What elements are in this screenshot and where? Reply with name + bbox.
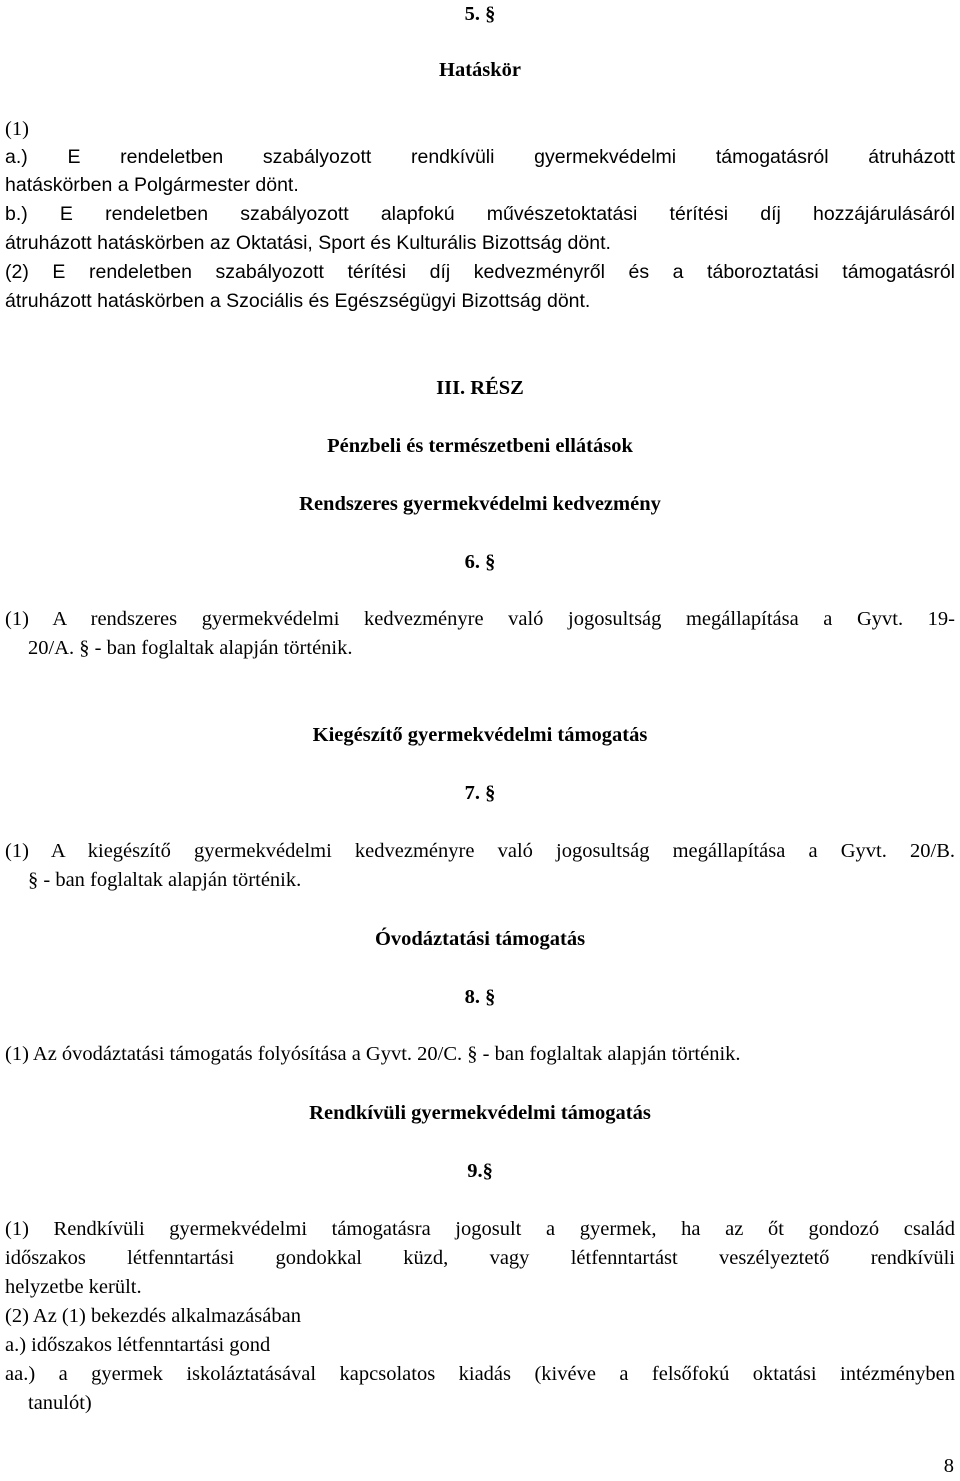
section-6-number: 6. §: [464, 551, 496, 573]
page-number: 8: [943, 1455, 954, 1477]
section-9-p2-line1: (2) Az (1) bekezdés alkalmazásában: [5, 1305, 301, 1327]
section-9-p1-line3: helyzetbe került.: [5, 1276, 142, 1298]
part-3-title: III. RÉSZ: [436, 377, 524, 399]
section-5-p1b-line2: átruházott hatáskörben az Oktatási, Sport és Kulturális Bizottság dönt.: [5, 232, 611, 254]
section-5-title: Hatáskör: [439, 59, 521, 81]
section-9-p1-line1: (1) Rendkívüli gyermekvédelmi támogatásra jogosult a gyermek, ha az őt gondozó család: [5, 1218, 955, 1240]
section-7-heading: Kiegészítő gyermekvédelmi támogatás: [312, 724, 648, 746]
section-8-p1-line1: (1) Az óvodáztatási támogatás folyósítása a Gyvt. 20/C. § - ban foglaltak alapján történik.: [5, 1043, 741, 1065]
section-6-p1-line2: 20/A. § - ban foglaltak alapján történik.: [28, 637, 353, 659]
section-7-number: 7. §: [464, 782, 496, 804]
section-5-number: 5. §: [464, 3, 496, 25]
section-9-p1-line2: időszakos létfenntartási gondokkal küzd, vagy létfenntartást veszélyeztető rendkívüli: [5, 1247, 955, 1269]
section-5-p1a-line2: hatáskörben a Polgármester dönt.: [5, 174, 299, 196]
section-6-p1-line1: (1) A rendszeres gyermekvédelmi kedvezményre való jogosultság megállapítása a Gyvt. 19-: [5, 608, 955, 630]
section-9-number: 9.§: [467, 1160, 493, 1182]
section-7-p1-line1: (1) A kiegészítő gyermekvédelmi kedvezményre való jogosultság megállapítása a Gyvt. 20/B.: [5, 840, 955, 862]
section-6-heading: Rendszeres gyermekvédelmi kedvezmény: [299, 493, 661, 515]
section-9-aa-line1: aa.) a gyermek iskoláztatásával kapcsolatos kiadás (kivéve a felsőfokú oktatási intézményben: [5, 1363, 955, 1385]
section-5-p1-label: (1): [5, 118, 29, 140]
section-8-heading: Óvodáztatási támogatás: [374, 928, 586, 950]
section-8-number: 8. §: [464, 986, 496, 1008]
section-5-p1a-line1: a.) E rendeletben szabályozott rendkívüli gyermekvédelmi támogatásról átruházott: [5, 146, 955, 168]
section-9-heading: Rendkívüli gyermekvédelmi támogatás: [309, 1102, 651, 1124]
section-5-p1b-line1: b.) E rendeletben szabályozott alapfokú művészetoktatási térítési díj hozzájárulásáról: [5, 203, 955, 225]
section-5-p2-line1: (2) E rendeletben szabályozott térítési díj kedvezményről és a táboroztatási támogatásról: [5, 261, 955, 283]
part-3-subtitle: Pénzbeli és természetbeni ellátások: [327, 435, 633, 457]
section-5-p2-line2: átruházott hatáskörben a Szociális és Egészségügyi Bizottság dönt.: [5, 290, 591, 312]
section-9-aa-line2: tanulót): [28, 1392, 92, 1414]
section-7-p1-line2: § - ban foglaltak alapján történik.: [28, 869, 302, 891]
section-9-a-line: a.) időszakos létfenntartási gond: [5, 1334, 271, 1356]
